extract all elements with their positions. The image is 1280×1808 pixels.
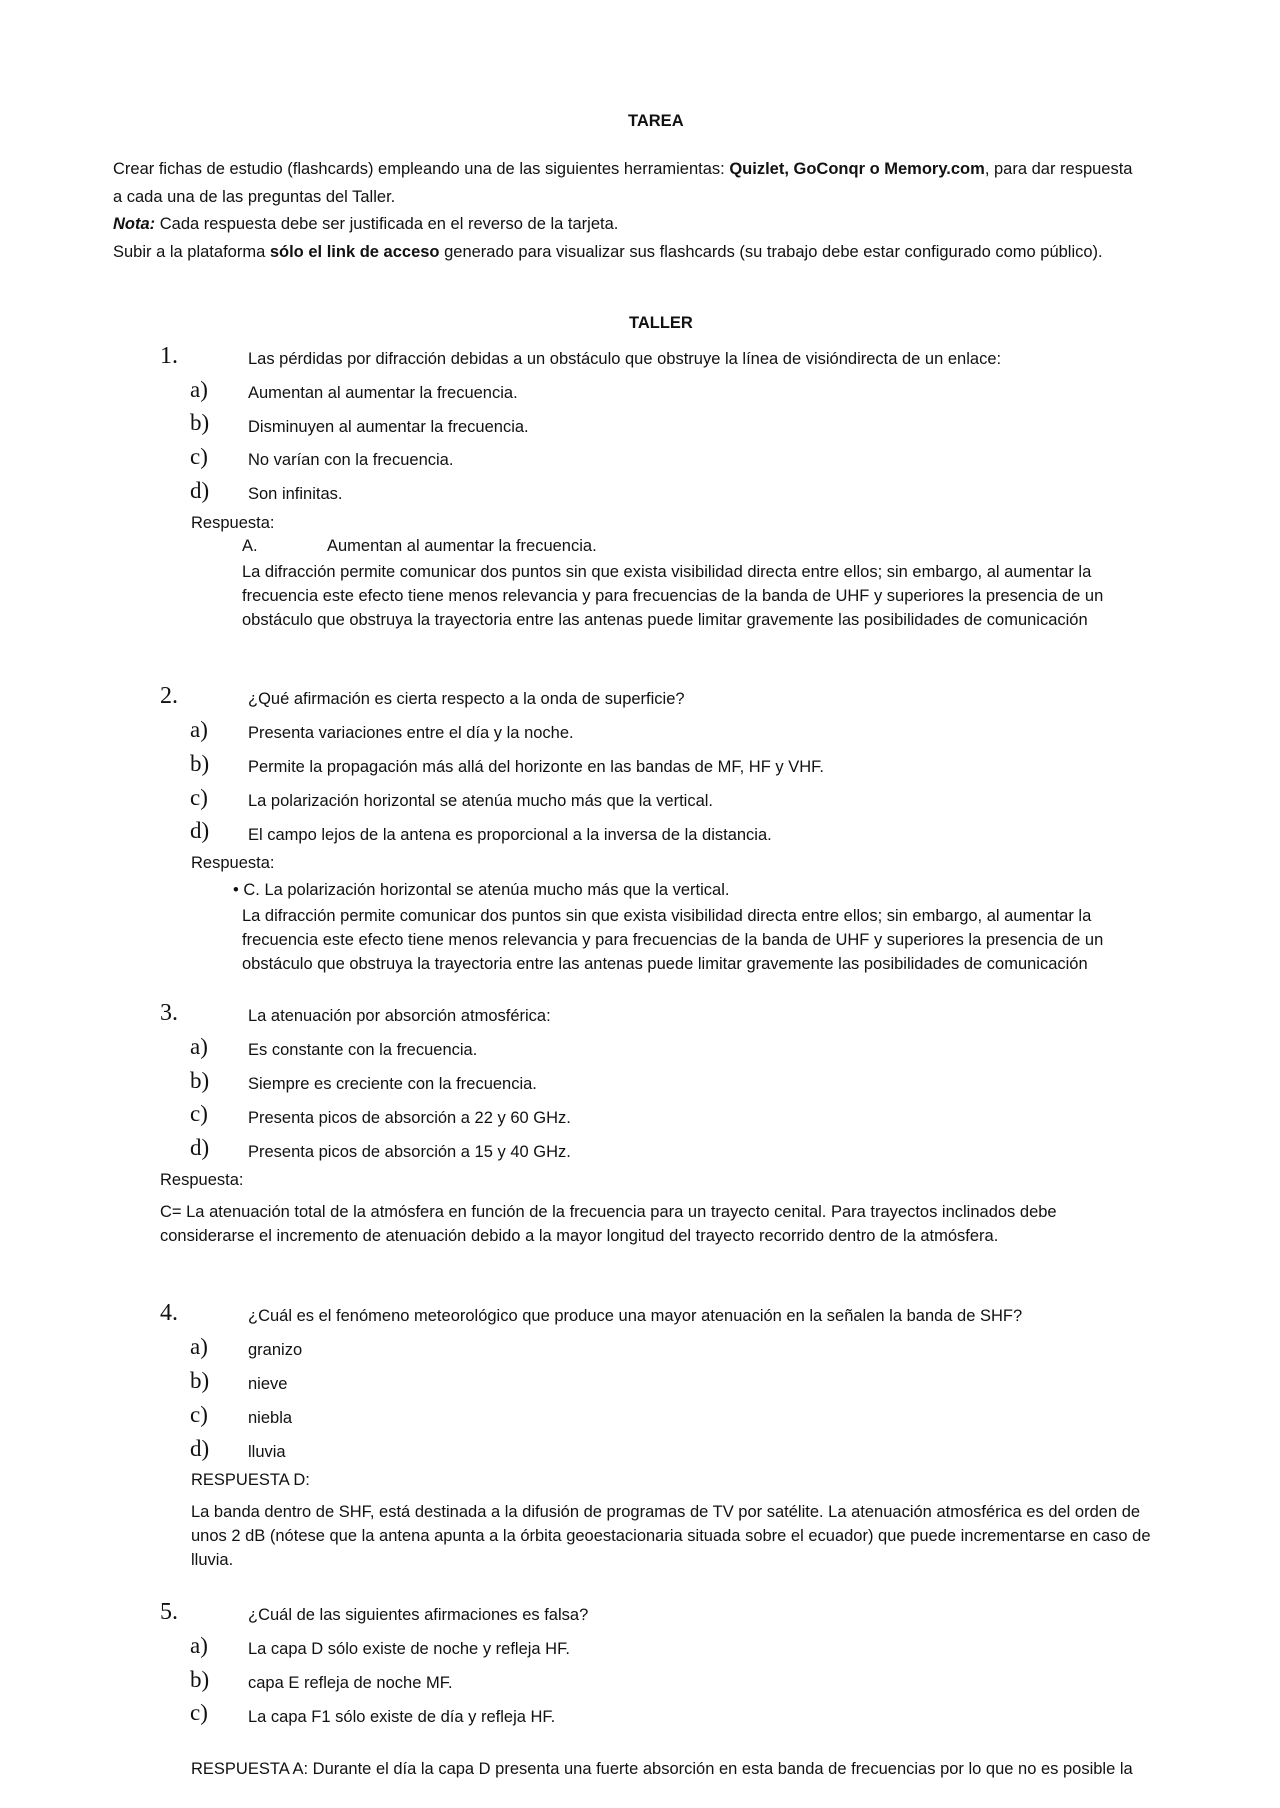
answer-choice: Aumentan al aumentar la frecuencia. (327, 537, 597, 555)
option-text: niebla (248, 1409, 293, 1427)
answer-letter: A. (242, 537, 258, 555)
option-letter: d) (190, 818, 210, 843)
option-text: La capa F1 sólo existe de día y refleja HF. (248, 1708, 556, 1726)
note-label: Nota: (113, 215, 156, 233)
answer-explanation (242, 904, 1103, 976)
text: Subir a la plataforma (113, 242, 270, 261)
explanation-line: obstáculo que obstruya la trayectoria entre las antenas puede limitar gravemente las posibilidades de comunicación (242, 955, 1088, 973)
question-text: ¿Cuál es el fenómeno meteorológico que produce una mayor atenuación en la señalen la banda de SHF? (248, 1307, 1023, 1325)
explanation-line: lluvia. (191, 1551, 234, 1569)
answer-label: RESPUESTA D: (191, 1471, 310, 1489)
option-letter: b) (190, 1368, 210, 1393)
question-text: Las pérdidas por difracción debidas a un obstáculo que obstruye la línea de visióndirecta de un enlace: (248, 350, 1002, 368)
option-letter: d) (190, 1135, 210, 1160)
option-letter: c) (190, 785, 208, 810)
option-letter: c) (190, 444, 208, 469)
option-letter: d) (190, 1436, 210, 1461)
instructions-line-1 (113, 156, 1213, 184)
option-text: Presenta picos de absorción a 22 y 60 GHz. (248, 1109, 571, 1127)
option-letter: b) (190, 410, 210, 435)
explanation-line: unos 2 dB (nótese que la antena apunta a la órbita geoestacionaria situada sobre el ecuador) que puede incrementarse en caso de (191, 1527, 1151, 1545)
note-text: Cada respuesta debe ser justificada en el reverso de la tarjeta. (155, 215, 619, 233)
option-text: Son infinitas. (248, 485, 343, 503)
option-letter: b) (190, 751, 210, 776)
question-text: ¿Cuál de las siguientes afirmaciones es falsa? (248, 1606, 589, 1624)
explanation-line: frecuencia este efecto tiene menos relevancia y para frecuencias de la banda de UHF y superiores la presencia de un (242, 931, 1104, 949)
text: generado para visualizar sus flashcards (su trabajo debe estar configurado como público). (439, 242, 1103, 261)
question-number: 3. (160, 1000, 178, 1026)
section-title: TALLER (629, 314, 693, 332)
option-text: nieve (248, 1375, 288, 1393)
explanation-line: C= La atenuación total de la atmósfera en función de la frecuencia para un trayecto cenital. Para trayectos inclinados debe (160, 1203, 1057, 1221)
question-number: 1. (160, 343, 178, 369)
text: Crear fichas de estudio (flashcards) empleando una de las siguientes herramientas: (113, 160, 730, 178)
option-text: Es constante con la frecuencia. (248, 1041, 478, 1059)
option-text: granizo (248, 1341, 303, 1359)
option-text: El campo lejos de la antena es proporcional a la inversa de la distancia. (248, 826, 772, 844)
instructions-line-4 (113, 239, 1213, 267)
option-letter: a) (190, 717, 208, 742)
option-text: Aumentan al aumentar la frecuencia. (248, 384, 518, 402)
answer-label: Respuesta: (160, 1171, 244, 1189)
option-letter: c) (190, 1101, 208, 1126)
question-text: ¿Qué afirmación es cierta respecto a la onda de superficie? (248, 690, 685, 708)
text: , para dar respuesta (984, 160, 1133, 178)
page-title: TAREA (628, 112, 684, 130)
explanation-line: considerarse el incremento de atenuación debido a la mayor longitud del trayecto recorrido dentro de la atmósfera. (160, 1227, 999, 1245)
answer-explanation (242, 560, 1103, 632)
option-letter: a) (190, 1633, 208, 1658)
option-text: capa E refleja de noche MF. (248, 1674, 453, 1692)
option-letter: b) (190, 1667, 210, 1692)
option-text: Disminuyen al aumentar la frecuencia. (248, 418, 529, 436)
option-text: La polarización horizontal se atenúa mucho más que la vertical. (248, 792, 714, 810)
explanation-line: La difracción permite comunicar dos puntos sin que exista visibilidad directa entre ellos; sin embargo, al aumentar la (242, 907, 1092, 925)
question-text: La atenuación por absorción atmosférica: (248, 1007, 551, 1025)
tools-list: Quizlet, GoConqr o Memory.com (729, 160, 985, 178)
link-emphasis: sólo el link de acceso (269, 242, 440, 261)
answer-choice: • C. La polarización horizontal se atenúa mucho más que la vertical. (233, 881, 730, 899)
explanation-line: frecuencia este efecto tiene menos relevancia y para frecuencias de la banda de UHF y superiores la presencia de un (242, 587, 1104, 605)
answer-explanation (191, 1500, 1151, 1572)
option-letter: d) (190, 478, 210, 503)
option-text: Presenta picos de absorción a 15 y 40 GHz. (248, 1143, 571, 1161)
answer-label: Respuesta: (191, 854, 275, 872)
explanation-line: La banda dentro de SHF, está destinada a la difusión de programas de TV por satélite. La atenuación atmosférica es del orden de (191, 1503, 1141, 1521)
explanation-line: obstáculo que obstruya la trayectoria entre las antenas puede limitar gravemente las posibilidades de comunicación (242, 611, 1088, 629)
option-text: Presenta variaciones entre el día y la noche. (248, 724, 574, 742)
answer-explanation (160, 1200, 1057, 1248)
question-number: 5. (160, 1599, 178, 1625)
option-text: lluvia (248, 1443, 286, 1461)
answer-label: Respuesta: (191, 514, 275, 532)
question-number: 4. (160, 1300, 178, 1326)
option-text: No varían con la frecuencia. (248, 451, 454, 469)
option-letter: a) (190, 377, 208, 402)
instructions-note (113, 211, 1213, 239)
option-letter: c) (190, 1402, 208, 1427)
option-text: Siempre es creciente con la frecuencia. (248, 1075, 537, 1093)
answer-text: RESPUESTA A: Durante el día la capa D presenta una fuerte absorción en esta banda de frecuencias por lo que no es posible la (191, 1760, 1133, 1778)
option-letter: b) (190, 1068, 210, 1093)
option-letter: c) (190, 1700, 208, 1725)
explanation-line: La difracción permite comunicar dos puntos sin que exista visibilidad directa entre ellos; sin embargo, al aumentar la (242, 563, 1092, 581)
option-letter: a) (190, 1334, 208, 1359)
option-letter: a) (190, 1034, 208, 1059)
option-text: La capa D sólo existe de noche y refleja HF. (248, 1640, 570, 1658)
instructions (113, 156, 1213, 266)
option-text: Permite la propagación más allá del horizonte en las bandas de MF, HF y VHF. (248, 758, 824, 776)
instructions-line-2: a cada una de las preguntas del Taller. (113, 187, 396, 206)
question-number: 2. (160, 683, 178, 709)
